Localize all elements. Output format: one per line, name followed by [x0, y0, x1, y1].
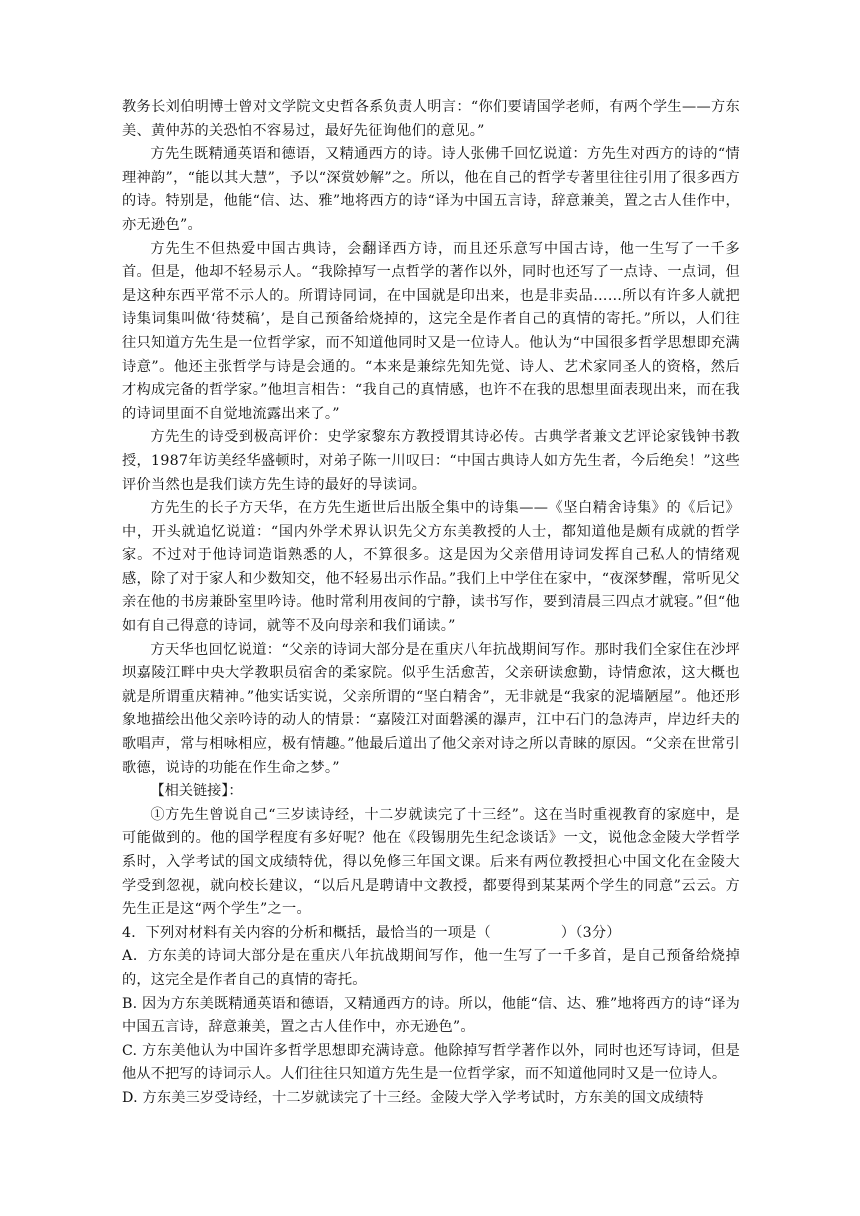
- related-link-heading: 【相关链接】：: [150, 783, 243, 800]
- article-paragraph-4: 方先生的诗受到极高评价：史学家黎东方教授谓其诗必传。古典学者兼文艺评论家钱钟书教授，1987年访美经华盛顿时，对弟子陈一川叹曰：“中国古典诗人如方先生者，今后绝矣！”这些评价当然也是我们读方先生诗的最好的导读词。: [122, 429, 740, 493]
- related-link-item-1: ①方先生曾说自己“三岁读诗经，十二岁就读完了十三经”。这在当时重视教育的家庭中，是可能做到的。他的国学程度有多好呢？他在《段锡朋先生纪念谈话》一文，说他念金陵大学哲学系时，入学考试的国文成绩特优，得以免修三年国文课。后来有两位教授担心中国文化在金陵大学受到忽视，就向校长建议，“以后凡是聘请中文教授，都要得到某某两个学生的同意”云云。方先生正是这“两个学生”之一。: [122, 806, 740, 918]
- article-paragraph-2: 方先生既精通英语和德语，又精通西方的诗。诗人张佛千回忆说道：方先生对西方的诗的“情理神韵”，“能以其大慧”，予以“深赏妙解”之。所以，他在自己的哲学专著里往往引用了很多西方的诗。特别是，他能“信、达、雅”地将西方的诗“译为中国五言诗，辞意兼美，置之古人佳作中，亦无逊色”。: [122, 146, 740, 233]
- question-stem-text: 4．下列对材料有关内容的分析和概括，最恰当的一项是（: [122, 924, 491, 941]
- document-page: [122, 96, 740, 1111]
- article-paragraph-5: 方先生的长子方天华，在方先生逝世后出版全集中的诗集——《坚白精舍诗集》的《后记》中，开头就追忆说道：“国内外学术界认识先父方东美教授的人士，都知道他是颇有成就的哲学家。不过对于他诗词造诣熟悉的人，不算很多。这是因为父亲借用诗词发挥自己私人的情绪观感，除了对于家人和少数知交，他不轻易出示作品。”我们上中学住在家中，“夜深梦醒，常听见父亲在他的书房兼卧室里吟诗。他时常利用夜间的宁静，读书写作，要到清晨三四点才就寝。”但“他如有自己得意的诗词，就等不及向母亲和我们诵读。”: [122, 500, 740, 635]
- article-paragraph-3: 方先生不但热爱中国古典诗，会翻译西方诗，而且还乐意写中国古诗，他一生写了一千多首。但是，他却不轻易示人。“我除掉写一点哲学的著作以外，同时也还写了一点诗、一点词，但是这种东西平常不示人的。所谓诗同词，在中国就是印出来，也是非卖品……所以有许多人就把诗集词集叫做‘待焚稿’，是自己预备给烧掉的，这完全是作者自己的真情的寄托。”所以，人们往往只知道方先生是一位哲学家，而不知道他同时又是一位诗人。他认为“中国很多哲学思想即充满诗意”。他还主张哲学与诗是会通的。“本来是兼综先知先觉、诗人、艺术家同圣人的资格，然后才构成完备的哲学家。”他坦言相告：“我自己的真情感，也许不在我的思想里面表现出来，而在我的诗词里面不自觉地流露出来了。”: [122, 240, 740, 422]
- question-score: ）（3分）: [560, 924, 621, 941]
- article-paragraph-1: 教务长刘伯明博士曾对文学院文史哲各系负责人明言：“你们要请国学老师，有两个学生——方东美、黄仲苏的关恐怕不容易过，最好先征询他们的意见。”: [122, 99, 740, 139]
- option-d: D. 方东美三岁受诗经，十二岁就读完了十三经。金陵大学入学考试时，方东美的国文成绩特: [122, 1089, 704, 1106]
- article-paragraph-6: 方天华也回忆说道：“父亲的诗词大部分是在重庆八年抗战期间写作。那时我们全家住在沙坪坝嘉陵江畔中央大学教职员宿舍的柔家院。似乎生活愈苦，父亲研读愈勤，诗情愈浓，这大概也就是所谓重庆精神。”他实话实说，父亲所谓的“坚白精舍”，无非就是“我家的泥墙陋屋”。他还形象地描绘出他父亲吟诗的动人的情景：“嘉陵江对面磐溪的瀑声，江中石门的急涛声，岸边纤夫的歌唱声，常与相咏相应，极有情趣。”他最后道出了他父亲对诗之所以青睐的原因。“父亲在世常引歌德，说诗的功能在作生命之梦。”: [122, 641, 740, 776]
- option-c: C. 方东美他认为中国许多哲学思想即充满诗意。他除掉写哲学著作以外，同时也还写诗词，但是他从不把写的诗词示人。人们往往只知道方先生是一位哲学家，而不知道他同时又是一位诗人。: [122, 1042, 740, 1083]
- question-stem: [122, 922, 740, 946]
- option-a: A．方东美的诗词大部分是在重庆八年抗战期间写作，他一生写了一千多首，是自己预备给烧掉的，这完全是作者自己的真情的寄托。: [122, 948, 740, 988]
- option-b: B. 因为方东美既精通英语和德语，又精通西方的诗。所以，他能“信、达、雅”地将西方的诗“译为中国五言诗，辞意兼美，置之古人佳作中，亦无逊色”。: [122, 995, 740, 1036]
